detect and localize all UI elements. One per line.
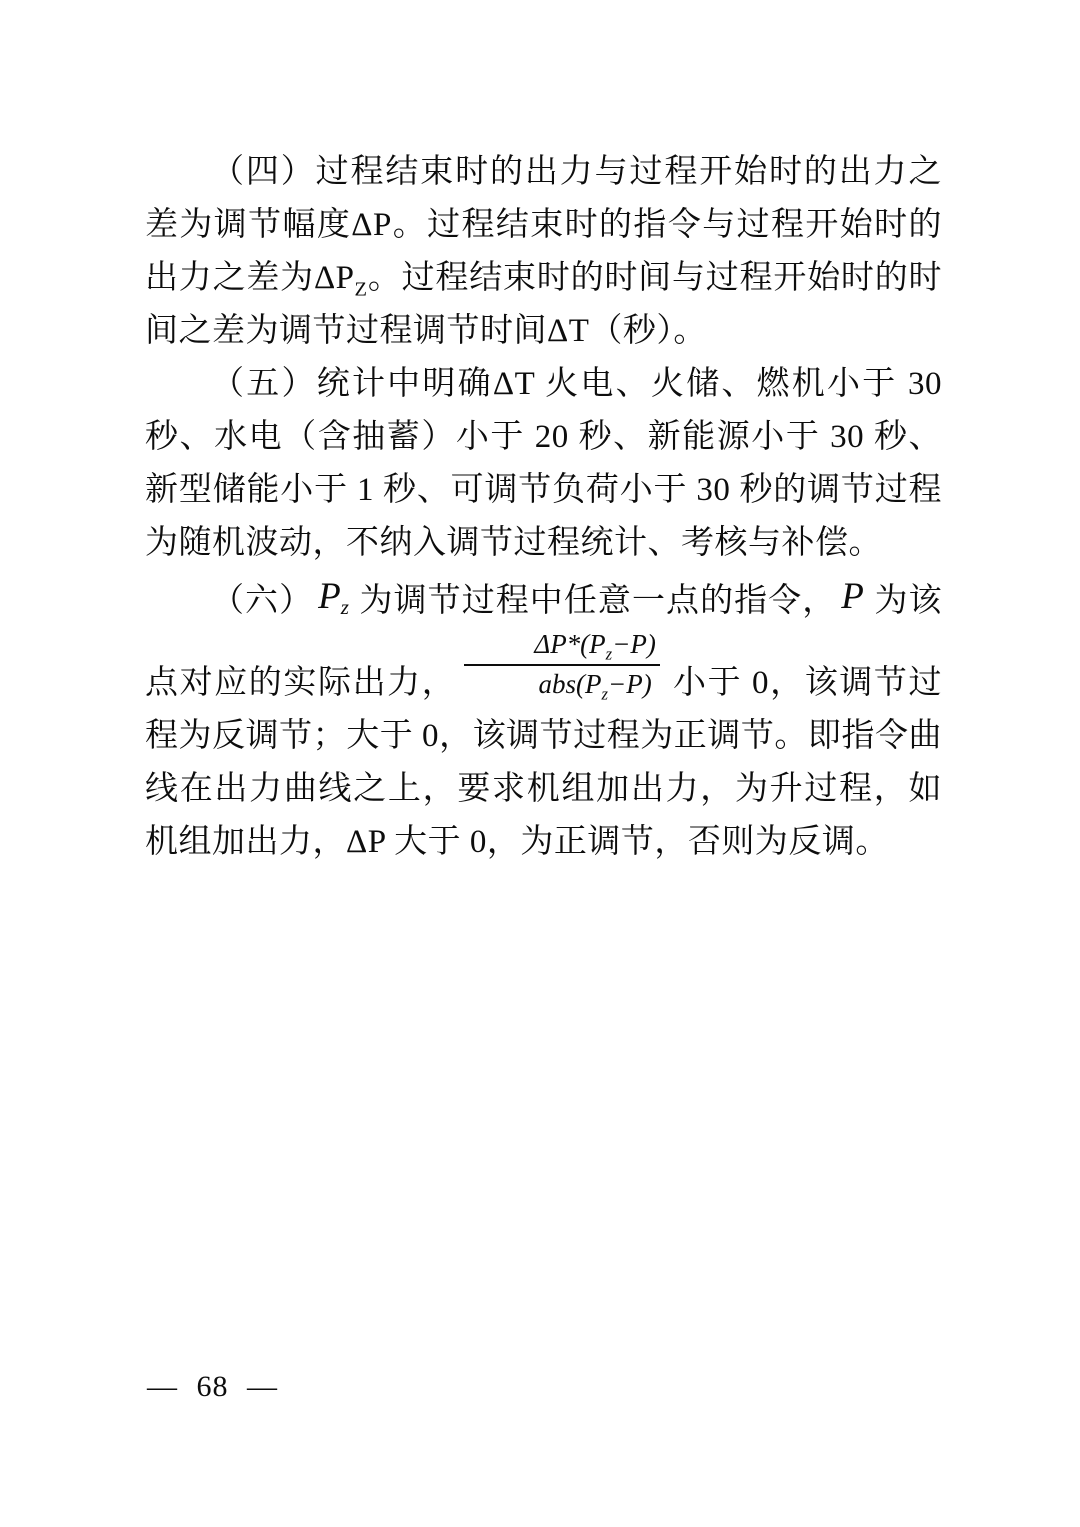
document-body bbox=[145, 146, 942, 869]
fraction-denominator-subscript: z bbox=[601, 684, 609, 704]
paragraph-4-text-b: 。过程结束时的时间与过程开始时的时间之差为调节过程调节时间ΔT（秒）。 bbox=[145, 260, 943, 349]
fraction-formula bbox=[464, 628, 660, 702]
fraction-numerator bbox=[464, 628, 660, 666]
math-variable-pz bbox=[318, 576, 349, 617]
fraction-denominator-text-b: −P) bbox=[608, 668, 652, 699]
fraction-numerator-subscript: z bbox=[605, 644, 613, 664]
paragraph-6-text-b: 为调节过程中任意一点的指令， bbox=[358, 583, 837, 619]
paragraph-item-6 bbox=[145, 570, 942, 869]
paragraph-6-text-c: 为该点对应的实际出力， bbox=[145, 583, 943, 701]
paragraph-item-5 bbox=[145, 358, 942, 570]
pz-subscript: z bbox=[340, 595, 349, 619]
paragraph-item-4 bbox=[145, 146, 942, 358]
fraction-denominator bbox=[464, 666, 660, 702]
paragraph-4-text-a: （四）过程结束时的出力与过程开始时的出力之差为调节幅度ΔP。过程结束时的指令与过程开始时的出力之差为ΔP bbox=[145, 154, 942, 296]
page-number: — 68 — bbox=[147, 1370, 278, 1403]
paragraph-5-text: （五）统计中明确ΔT 火电、火储、燃机小于 30 秒、水电（含抽蓄）小于 20 秒、新能源小于 30 秒、新型储能小于 1 秒、可调节负荷小于 30 秒的调节过程为随机波动，不纳入调节过程统计、考核与补偿。 bbox=[145, 366, 942, 561]
delta-pz-subscript: Z bbox=[354, 278, 368, 301]
math-variable-p: P bbox=[841, 576, 864, 617]
fraction-denominator-text-a: abs(P bbox=[538, 668, 602, 699]
pz-base: P bbox=[318, 576, 341, 617]
fraction-numerator-text-b: −P) bbox=[612, 629, 656, 659]
fraction-numerator-text-a: ΔP*(P bbox=[534, 629, 606, 659]
paragraph-6-text-d: 小于 0，该调节过程为反调节；大于 0，该调节过程为正调节。即指令曲线在出力曲线之上，要求机组加出力，为升过程，如机组加出力，ΔP 大于 0，为正调节，否则为反调。 bbox=[145, 664, 942, 860]
paragraph-6-text-a: （六） bbox=[211, 583, 314, 619]
